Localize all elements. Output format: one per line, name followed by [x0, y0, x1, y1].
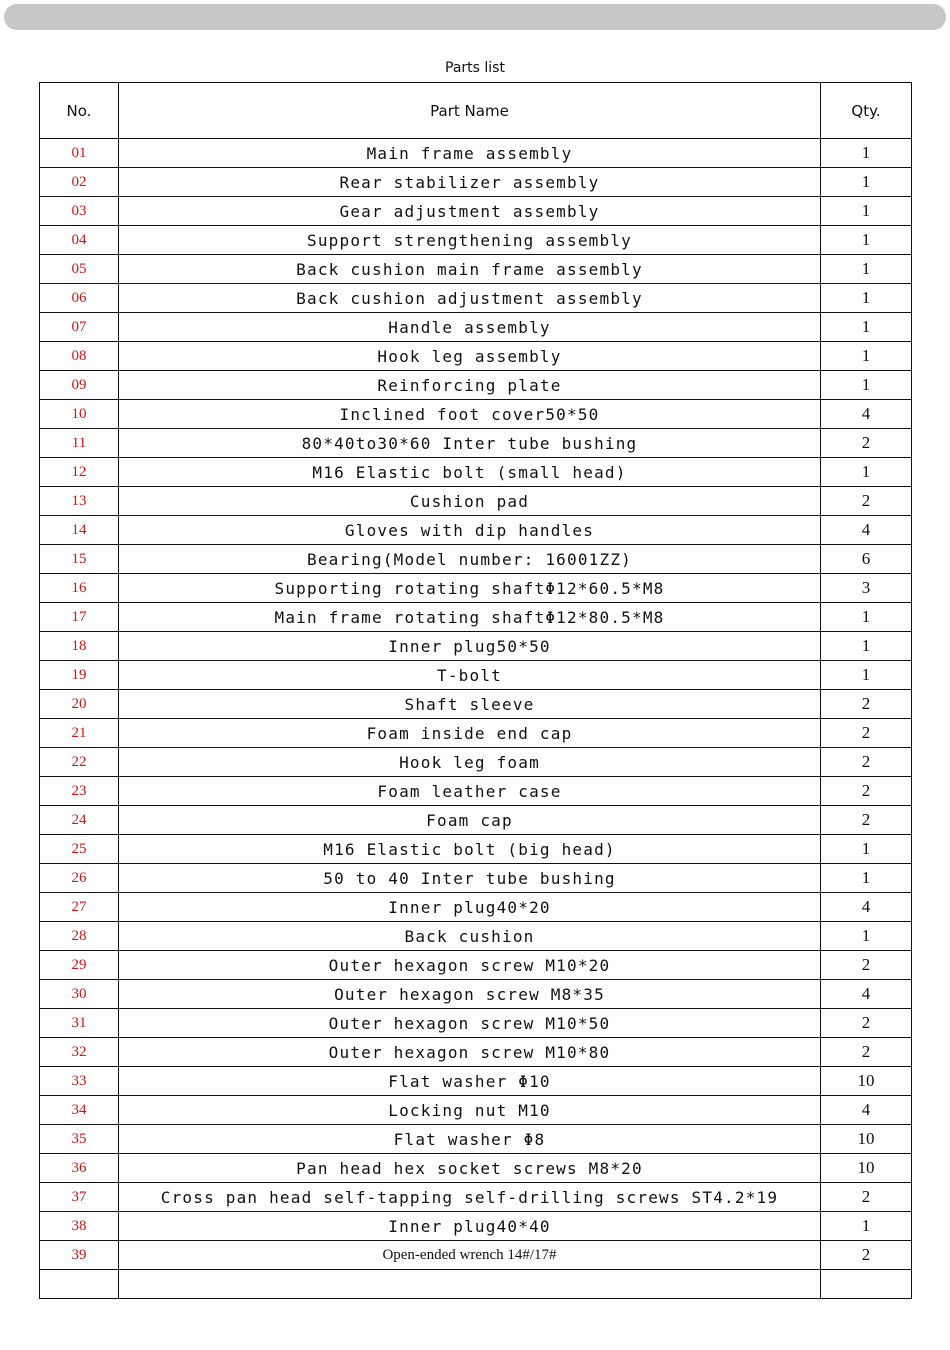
table-row	[40, 690, 912, 719]
part-number: 28	[40, 922, 119, 951]
part-number: 02	[40, 168, 119, 197]
part-number: 01	[40, 139, 119, 168]
part-number: 07	[40, 313, 119, 342]
part-quantity: 4	[821, 980, 912, 1009]
part-name: Inner plug40*20	[119, 893, 821, 922]
part-quantity: 2	[821, 719, 912, 748]
part-number: 12	[40, 458, 119, 487]
part-quantity: 1	[821, 371, 912, 400]
table-row	[40, 487, 912, 516]
part-number: 10	[40, 400, 119, 429]
part-number: 09	[40, 371, 119, 400]
table-row	[40, 1009, 912, 1038]
part-name: T-bolt	[119, 661, 821, 690]
part-name: 50 to 40 Inter tube bushing	[119, 864, 821, 893]
part-name: Foam cap	[119, 806, 821, 835]
part-name: Back cushion main frame assembly	[119, 255, 821, 284]
part-name: Bearing(Model number: 16001ZZ)	[119, 545, 821, 574]
part-number: 30	[40, 980, 119, 1009]
part-quantity: 2	[821, 429, 912, 458]
parts-table	[39, 82, 912, 1299]
part-quantity: 1	[821, 661, 912, 690]
part-name: M16 Elastic bolt (small head)	[119, 458, 821, 487]
part-name: Outer hexagon screw M10*20	[119, 951, 821, 980]
part-number: 35	[40, 1125, 119, 1154]
part-name: Back cushion	[119, 922, 821, 951]
part-quantity: 1	[821, 342, 912, 371]
part-name: Main frame assembly	[119, 139, 821, 168]
part-name: Foam leather case	[119, 777, 821, 806]
part-quantity: 2	[821, 806, 912, 835]
part-name: Cross pan head self-tapping self-drilling screws ST4.2*19	[119, 1183, 821, 1212]
table-row	[40, 835, 912, 864]
part-number: 04	[40, 226, 119, 255]
part-quantity: 4	[821, 1096, 912, 1125]
part-quantity: 2	[821, 1241, 912, 1270]
part-name: Outer hexagon screw M10*50	[119, 1009, 821, 1038]
part-number: 11	[40, 429, 119, 458]
part-name: Supporting rotating shaftΦ12*60.5*M8	[119, 574, 821, 603]
table-row	[40, 313, 912, 342]
part-quantity: 6	[821, 545, 912, 574]
part-name: Gloves with dip handles	[119, 516, 821, 545]
table-row	[40, 255, 912, 284]
table-row	[40, 342, 912, 371]
table-row	[40, 777, 912, 806]
table-row	[40, 632, 912, 661]
part-quantity: 1	[821, 835, 912, 864]
part-number: 15	[40, 545, 119, 574]
table-row	[40, 1183, 912, 1212]
part-quantity: 2	[821, 690, 912, 719]
part-name: Main frame rotating shaftΦ12*80.5*M8	[119, 603, 821, 632]
empty-table-row	[40, 1270, 912, 1299]
part-quantity: 1	[821, 197, 912, 226]
part-name: Reinforcing plate	[119, 371, 821, 400]
part-name: Hook leg assembly	[119, 342, 821, 371]
table-row	[40, 429, 912, 458]
part-quantity: 1	[821, 603, 912, 632]
part-number: 37	[40, 1183, 119, 1212]
part-name: 80*40to30*60 Inter tube bushing	[119, 429, 821, 458]
part-number: 27	[40, 893, 119, 922]
part-number: 33	[40, 1067, 119, 1096]
table-row	[40, 139, 912, 168]
part-number: 08	[40, 342, 119, 371]
table-row	[40, 226, 912, 255]
part-quantity: 2	[821, 951, 912, 980]
part-number: 17	[40, 603, 119, 632]
part-number: 13	[40, 487, 119, 516]
part-number: 22	[40, 748, 119, 777]
part-number: 18	[40, 632, 119, 661]
table-row	[40, 980, 912, 1009]
table-row	[40, 168, 912, 197]
part-number: 26	[40, 864, 119, 893]
part-name: Rear stabilizer assembly	[119, 168, 821, 197]
header-row	[40, 83, 912, 139]
part-name: Outer hexagon screw M8*35	[119, 980, 821, 1009]
part-name: Pan head hex socket screws M8*20	[119, 1154, 821, 1183]
part-name: Gear adjustment assembly	[119, 197, 821, 226]
part-quantity: 10	[821, 1154, 912, 1183]
table-row	[40, 951, 912, 980]
part-number: 20	[40, 690, 119, 719]
top-header-bar	[4, 4, 946, 30]
part-quantity: 2	[821, 777, 912, 806]
part-quantity: 2	[821, 487, 912, 516]
table-row	[40, 371, 912, 400]
part-name: Inner plug50*50	[119, 632, 821, 661]
header-part-name: Part Name	[119, 83, 821, 139]
part-name: Shaft sleeve	[119, 690, 821, 719]
part-quantity: 10	[821, 1125, 912, 1154]
part-quantity: 4	[821, 400, 912, 429]
part-quantity: 1	[821, 922, 912, 951]
part-quantity: 4	[821, 893, 912, 922]
table-row	[40, 1125, 912, 1154]
part-quantity: 1	[821, 168, 912, 197]
part-number: 24	[40, 806, 119, 835]
part-number: 32	[40, 1038, 119, 1067]
part-quantity: 1	[821, 1212, 912, 1241]
table-row	[40, 893, 912, 922]
part-name: Locking nut M10	[119, 1096, 821, 1125]
table-row	[40, 1154, 912, 1183]
table-row	[40, 516, 912, 545]
header-qty: Qty.	[821, 83, 912, 139]
part-name: Foam inside end cap	[119, 719, 821, 748]
part-quantity: 1	[821, 313, 912, 342]
table-row	[40, 1038, 912, 1067]
table-row	[40, 400, 912, 429]
part-name: Flat washer Φ10	[119, 1067, 821, 1096]
table-row	[40, 603, 912, 632]
part-quantity: 10	[821, 1067, 912, 1096]
part-name: Cushion pad	[119, 487, 821, 516]
table-row	[40, 197, 912, 226]
part-number: 06	[40, 284, 119, 313]
part-name: Inner plug40*40	[119, 1212, 821, 1241]
part-number: 31	[40, 1009, 119, 1038]
table-row	[40, 574, 912, 603]
part-quantity: 1	[821, 226, 912, 255]
part-quantity: 1	[821, 458, 912, 487]
table-row	[40, 864, 912, 893]
part-name: Handle assembly	[119, 313, 821, 342]
part-quantity: 3	[821, 574, 912, 603]
part-number: 14	[40, 516, 119, 545]
empty-cell	[119, 1270, 821, 1299]
table-row	[40, 1067, 912, 1096]
table-row	[40, 748, 912, 777]
part-number: 23	[40, 777, 119, 806]
table-row	[40, 922, 912, 951]
part-name: Flat washer Φ8	[119, 1125, 821, 1154]
header-no: No.	[40, 83, 119, 139]
part-number: 16	[40, 574, 119, 603]
part-name: Hook leg foam	[119, 748, 821, 777]
part-quantity: 1	[821, 632, 912, 661]
table-row	[40, 545, 912, 574]
part-name: Back cushion adjustment assembly	[119, 284, 821, 313]
part-quantity: 1	[821, 255, 912, 284]
empty-cell	[821, 1270, 912, 1299]
part-number: 21	[40, 719, 119, 748]
table-row	[40, 284, 912, 313]
part-quantity: 1	[821, 139, 912, 168]
part-number: 36	[40, 1154, 119, 1183]
part-name: M16 Elastic bolt (big head)	[119, 835, 821, 864]
part-quantity: 2	[821, 1038, 912, 1067]
table-row	[40, 1096, 912, 1125]
table-row	[40, 458, 912, 487]
parts-list-caption: Parts list	[445, 60, 505, 76]
part-quantity: 2	[821, 1183, 912, 1212]
part-number: 03	[40, 197, 119, 226]
part-number: 05	[40, 255, 119, 284]
part-number: 29	[40, 951, 119, 980]
empty-cell	[40, 1270, 119, 1299]
part-number: 34	[40, 1096, 119, 1125]
part-name: Outer hexagon screw M10*80	[119, 1038, 821, 1067]
part-number: 39	[40, 1241, 119, 1270]
part-name: Open-ended wrench 14#/17#	[119, 1241, 821, 1270]
part-quantity: 2	[821, 1009, 912, 1038]
part-quantity: 2	[821, 748, 912, 777]
part-number: 38	[40, 1212, 119, 1241]
part-number: 19	[40, 661, 119, 690]
table-row	[40, 719, 912, 748]
table-row	[40, 661, 912, 690]
part-name: Support strengthening assembly	[119, 226, 821, 255]
table-row	[40, 806, 912, 835]
part-number: 25	[40, 835, 119, 864]
part-quantity: 4	[821, 516, 912, 545]
table-row	[40, 1212, 912, 1241]
part-name: Inclined foot cover50*50	[119, 400, 821, 429]
parts-table-body	[40, 139, 912, 1299]
table-row	[40, 1241, 912, 1270]
part-quantity: 1	[821, 284, 912, 313]
part-quantity: 1	[821, 864, 912, 893]
